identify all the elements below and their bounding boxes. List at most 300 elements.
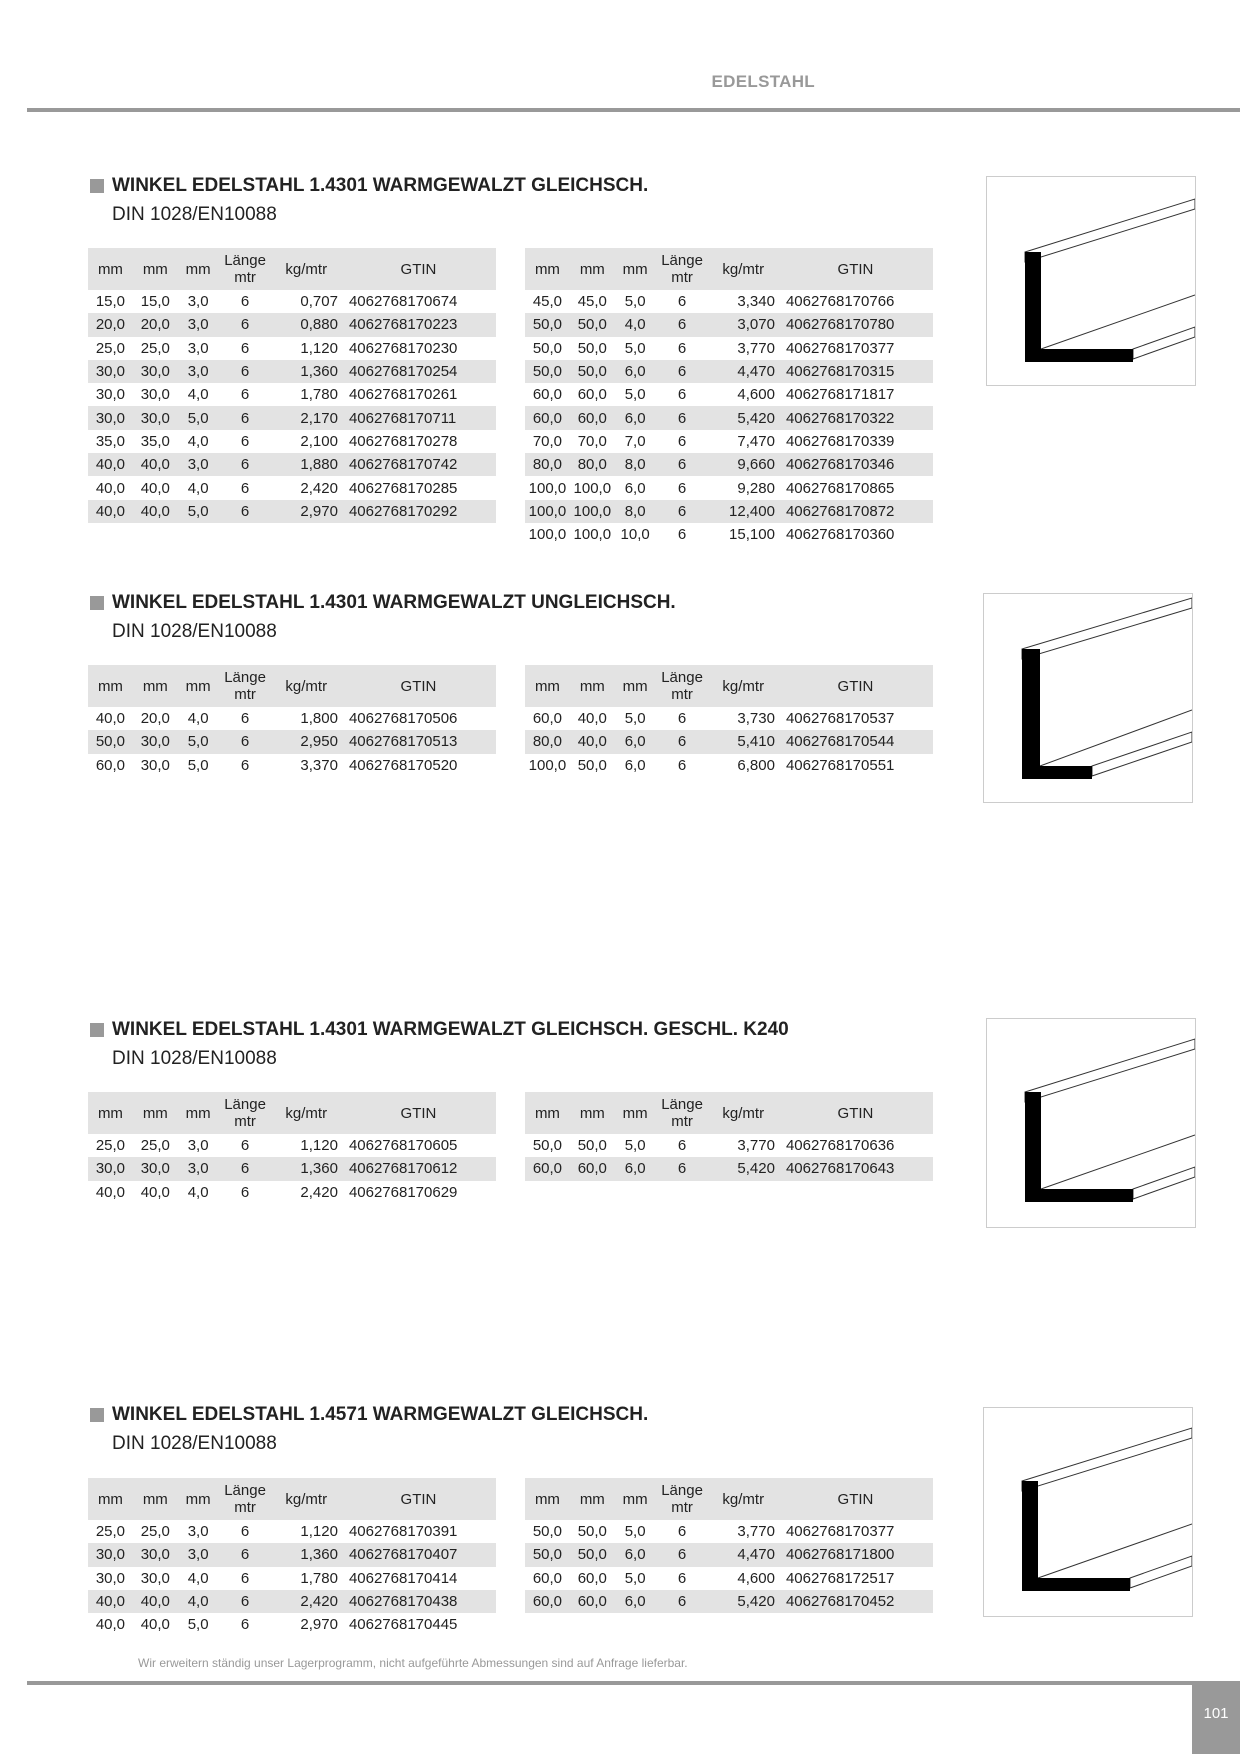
table-cell: 4062768170742 (341, 453, 496, 476)
table-row (88, 754, 496, 777)
table-cell: 4062768170285 (348, 479, 458, 497)
table-cell: 4,0 (187, 710, 209, 728)
table-row (88, 1157, 496, 1180)
table-row (88, 1567, 496, 1590)
table-row (88, 730, 496, 753)
table-cell: 60,0 (532, 386, 563, 404)
table-cell: 6 (656, 360, 709, 383)
table-cell: 6 (219, 406, 272, 429)
table-cell: 4062768170230 (348, 339, 458, 357)
table-cell: 4062768170360 (785, 526, 895, 544)
table-cell: 6 (677, 526, 687, 544)
section-title: WINKEL EDELSTAHL 1.4301 WARMGEWALZT GLEICHSCH. (112, 175, 649, 196)
table-cell: 4,600 (737, 386, 775, 404)
table-cell: 4062768170261 (348, 386, 458, 404)
column-header: mm (615, 665, 656, 707)
product-table-left (88, 1478, 496, 1636)
table-cell: 30,0 (133, 1543, 178, 1566)
table-cell: 60,0 (570, 406, 615, 429)
table-cell: 6 (677, 1137, 687, 1155)
column-header: kg/mtr (709, 248, 778, 290)
table-row (525, 707, 933, 730)
table-cell: 6 (240, 432, 250, 450)
column-header: kg/mtr (709, 1092, 778, 1134)
table-header-row (525, 665, 933, 707)
table-cell: 3,0 (178, 1543, 219, 1566)
table-cell: 4062768170339 (785, 432, 895, 450)
table-cell: 3,370 (300, 756, 338, 774)
table-row (88, 1520, 496, 1543)
column-header: Länge mtr (656, 1092, 709, 1134)
table-cell: 70,0 (577, 432, 607, 450)
table-cell: 40,0 (88, 1590, 133, 1613)
table-cell: 6 (240, 1183, 250, 1201)
column-header: mm (133, 1478, 178, 1520)
table-cell: 4062768170452 (778, 1590, 933, 1613)
column-header: Länge mtr (219, 248, 272, 290)
column-header: kg/mtr (709, 1478, 778, 1520)
table-cell: 5,420 (709, 1157, 778, 1180)
table-row (88, 1181, 496, 1204)
table-row (525, 453, 933, 476)
column-header: mm (615, 248, 656, 290)
table-cell: 3,0 (178, 453, 219, 476)
table-cell: 100,0 (525, 500, 570, 523)
table-cell: 4062768170605 (348, 1137, 458, 1155)
table-row (525, 523, 933, 546)
column-header: Länge mtr (656, 248, 709, 290)
table-cell: 6,800 (737, 756, 775, 774)
table-cell: 5,410 (709, 730, 778, 753)
footer-rule (27, 1681, 1240, 1685)
table-cell: 5,420 (709, 1590, 778, 1613)
table-cell: 40,0 (577, 710, 607, 728)
table-cell: 4062768170636 (785, 1137, 895, 1155)
column-header: mm (133, 665, 178, 707)
table-cell: 5,0 (624, 1523, 646, 1541)
table-cell: 3,770 (737, 1523, 775, 1541)
table-cell: 6 (677, 339, 687, 357)
table-cell: 12,400 (709, 500, 778, 523)
table-cell: 60,0 (570, 1157, 615, 1180)
column-header: mm (178, 1092, 219, 1134)
table-row (525, 1520, 933, 1543)
table-cell: 3,0 (187, 1137, 209, 1155)
table-cell: 50,0 (532, 1137, 563, 1155)
table-row (525, 730, 933, 753)
table-cell: 6 (677, 756, 687, 774)
table-cell: 70,0 (532, 432, 563, 450)
table-cell: 9,280 (737, 479, 775, 497)
column-header: mm (133, 248, 178, 290)
table-cell: 4062768170377 (785, 1523, 895, 1541)
table-cell: 4,0 (178, 1590, 219, 1613)
table-cell: 1,120 (300, 339, 338, 357)
table-cell: 6 (677, 710, 687, 728)
table-cell: 40,0 (88, 500, 133, 523)
table-cell: 3,0 (187, 1523, 209, 1541)
table-cell: 50,0 (532, 339, 563, 357)
table-row (88, 337, 496, 360)
table-cell: 4062768170544 (778, 730, 933, 753)
table-cell: 100,0 (528, 526, 567, 544)
table-cell: 6 (677, 1523, 687, 1541)
table-cell: 6 (219, 500, 272, 523)
table-cell: 4,0 (615, 313, 656, 336)
table-cell: 6,0 (624, 756, 646, 774)
table-row (525, 1590, 933, 1613)
table-cell: 6 (240, 293, 250, 311)
table-cell: 4,0 (187, 386, 209, 404)
table-cell: 80,0 (570, 453, 615, 476)
table-cell: 5,0 (624, 293, 646, 311)
table-cell: 4062768170537 (785, 710, 895, 728)
table-row (88, 313, 496, 336)
table-cell: 6 (240, 1137, 250, 1155)
table-cell: 5,0 (178, 500, 219, 523)
table-cell: 7,0 (624, 432, 646, 450)
column-header: mm (178, 665, 219, 707)
table-cell: 6,0 (615, 406, 656, 429)
table-row (88, 406, 496, 429)
table-row (525, 313, 933, 336)
table-cell: 6,0 (615, 1157, 656, 1180)
equal-angle-profile-icon (983, 1407, 1193, 1617)
table-cell: 7,470 (737, 432, 775, 450)
table-cell: 6 (240, 386, 250, 404)
table-row (525, 1157, 933, 1180)
column-header: mm (570, 1478, 615, 1520)
table-cell: 40,0 (133, 500, 178, 523)
table-cell: 35,0 (140, 432, 170, 450)
column-header: mm (88, 665, 133, 707)
table-row (525, 430, 933, 453)
table-cell: 25,0 (140, 339, 170, 357)
table-cell: 15,0 (95, 293, 126, 311)
table-cell: 40,0 (140, 1183, 170, 1201)
column-header: mm (615, 1478, 656, 1520)
table-cell: 5,0 (624, 339, 646, 357)
table-cell: 40,0 (88, 453, 133, 476)
table-cell: 80,0 (525, 730, 570, 753)
table-cell: 4062768170612 (341, 1157, 496, 1180)
table-cell: 5,0 (187, 1616, 209, 1634)
column-header: GTIN (341, 248, 496, 290)
table-row (525, 290, 933, 313)
table-cell: 2,950 (272, 730, 341, 753)
table-cell: 4,600 (737, 1569, 775, 1587)
table-cell: 9,660 (709, 453, 778, 476)
table-cell: 30,0 (140, 386, 170, 404)
table-cell: 2,970 (300, 1616, 338, 1634)
table-cell: 4062768170223 (341, 313, 496, 336)
table-cell: 40,0 (95, 479, 126, 497)
section-bullet (90, 1023, 104, 1037)
table-header-row (88, 248, 496, 290)
table-cell: 4062768172517 (785, 1569, 895, 1587)
product-table-left (88, 1092, 496, 1204)
table-cell: 30,0 (88, 1157, 133, 1180)
table-cell: 1,360 (272, 1157, 341, 1180)
table-row (88, 383, 496, 406)
table-cell: 6,0 (615, 1543, 656, 1566)
table-cell: 4062768170643 (778, 1157, 933, 1180)
table-cell: 4062768170377 (785, 339, 895, 357)
table-cell: 60,0 (525, 1590, 570, 1613)
table-cell: 20,0 (88, 313, 133, 336)
table-cell: 3,0 (178, 313, 219, 336)
product-table-left (88, 665, 496, 777)
column-header: GTIN (778, 1092, 933, 1134)
table-cell: 1,880 (272, 453, 341, 476)
column-header: mm (178, 248, 219, 290)
table-cell: 5,0 (178, 406, 219, 429)
table-cell: 6 (656, 1157, 709, 1180)
column-header: GTIN (341, 1092, 496, 1134)
table-row (88, 290, 496, 313)
table-row (525, 406, 933, 429)
table-header-row (525, 1092, 933, 1134)
column-header: mm (88, 1478, 133, 1520)
column-header: mm (570, 665, 615, 707)
table-cell: 5,0 (178, 730, 219, 753)
table-cell: 4062768170391 (348, 1523, 458, 1541)
table-row (88, 1543, 496, 1566)
table-row (525, 1134, 933, 1157)
table-cell: 1,360 (272, 360, 341, 383)
column-header: GTIN (778, 248, 933, 290)
table-cell: 40,0 (95, 1616, 126, 1634)
table-cell: 6 (656, 1543, 709, 1566)
column-header: GTIN (341, 1478, 496, 1520)
table-cell: 4062768170551 (785, 756, 895, 774)
table-cell: 50,0 (577, 1137, 607, 1155)
table-cell: 3,0 (178, 1157, 219, 1180)
table-cell: 6 (219, 360, 272, 383)
table-cell: 4062768170629 (348, 1183, 458, 1201)
table-cell: 60,0 (95, 756, 126, 774)
table-header-row (525, 248, 933, 290)
column-header: Länge mtr (656, 665, 709, 707)
table-cell: 25,0 (95, 1137, 126, 1155)
product-table-right (525, 248, 933, 546)
table-cell: 6 (677, 432, 687, 450)
table-cell: 30,0 (88, 360, 133, 383)
column-header: mm (615, 1092, 656, 1134)
table-row (525, 360, 933, 383)
table-cell: 3,0 (178, 360, 219, 383)
unequal-angle-profile-icon (983, 593, 1193, 803)
table-cell: 4062768171800 (778, 1543, 933, 1566)
table-cell: 40,0 (140, 479, 170, 497)
table-cell: 1,780 (300, 386, 338, 404)
table-row (88, 1134, 496, 1157)
table-cell: 4062768170872 (778, 500, 933, 523)
table-cell: 20,0 (133, 313, 178, 336)
availability-note: Wir erweitern ständig unser Lagerprogramm, nicht aufgeführte Abmessungen sind auf Anfrage lieferbar. (138, 1656, 688, 1670)
table-cell: 100,0 (528, 479, 567, 497)
equal-angle-profile-icon (987, 1019, 1195, 1227)
table-cell: 1,800 (300, 710, 338, 728)
table-cell: 30,0 (95, 386, 126, 404)
table-cell: 6 (656, 1590, 709, 1613)
table-row (525, 1543, 933, 1566)
table-cell: 50,0 (525, 1543, 570, 1566)
table-cell: 6 (240, 1569, 250, 1587)
table-cell: 4062768170278 (348, 432, 458, 450)
table-cell: 60,0 (577, 1569, 607, 1587)
table-row (88, 1590, 496, 1613)
table-cell: 3,770 (737, 339, 775, 357)
table-cell: 4,0 (187, 432, 209, 450)
table-cell: 4,0 (187, 479, 209, 497)
product-table-right (525, 1092, 933, 1181)
product-table-right (525, 665, 933, 777)
table-cell: 6 (677, 1569, 687, 1587)
table-cell: 4,0 (187, 1569, 209, 1587)
table-cell: 4062768170766 (785, 293, 895, 311)
table-cell: 60,0 (525, 406, 570, 429)
page-header-title: EDELSTAHL (711, 72, 815, 91)
table-row (88, 430, 496, 453)
section-title: WINKEL EDELSTAHL 1.4301 WARMGEWALZT GLEICHSCH. GESCHL. K240 (112, 1019, 789, 1040)
table-cell: 10,0 (620, 526, 650, 544)
table-cell: 100,0 (570, 500, 615, 523)
table-cell: 6 (677, 293, 687, 311)
column-header: GTIN (778, 1478, 933, 1520)
table-cell: 60,0 (532, 710, 563, 728)
column-header: mm (570, 248, 615, 290)
table-cell: 50,0 (525, 313, 570, 336)
table-cell: 6,0 (615, 360, 656, 383)
column-header: GTIN (341, 665, 496, 707)
table-cell: 3,0 (187, 339, 209, 357)
table-cell: 60,0 (532, 1569, 563, 1587)
column-header: kg/mtr (709, 665, 778, 707)
column-header: mm (133, 1092, 178, 1134)
table-cell: 6 (656, 453, 709, 476)
table-cell: 6 (240, 756, 250, 774)
column-header: GTIN (778, 665, 933, 707)
column-header: mm (525, 665, 570, 707)
table-cell: 4062768170520 (348, 756, 458, 774)
table-cell: 80,0 (525, 453, 570, 476)
unequal-angle-profile-icon (984, 594, 1192, 802)
table-cell: 6 (677, 479, 687, 497)
table-cell: 2,420 (300, 1183, 338, 1201)
table-cell: 50,0 (577, 339, 607, 357)
table-cell: 50,0 (570, 313, 615, 336)
table-cell: 40,0 (140, 1616, 170, 1634)
table-cell: 50,0 (525, 360, 570, 383)
table-cell: 3,340 (737, 293, 775, 311)
equal-angle-profile-icon (986, 176, 1196, 386)
column-header: Länge mtr (656, 1478, 709, 1520)
table-cell: 6 (219, 730, 272, 753)
table-cell: 15,100 (729, 526, 775, 544)
column-header: kg/mtr (272, 1092, 341, 1134)
column-header: mm (88, 248, 133, 290)
table-cell: 4062768170407 (341, 1543, 496, 1566)
column-header: mm (570, 1092, 615, 1134)
section-subtitle: DIN 1028/EN10088 (112, 1433, 277, 1454)
table-cell: 4062768170711 (341, 406, 496, 429)
column-header: Länge mtr (219, 1092, 272, 1134)
table-cell: 50,0 (88, 730, 133, 753)
table-cell: 5,0 (624, 710, 646, 728)
product-table-right (525, 1478, 933, 1613)
section-bullet (90, 596, 104, 610)
table-cell: 30,0 (133, 730, 178, 753)
table-cell: 4062768170674 (348, 293, 458, 311)
header-rule (27, 108, 1240, 112)
table-cell: 60,0 (525, 1157, 570, 1180)
column-header: kg/mtr (272, 665, 341, 707)
column-header: mm (525, 1478, 570, 1520)
table-cell: 8,0 (615, 500, 656, 523)
table-cell: 30,0 (95, 1569, 126, 1587)
table-cell: 6 (240, 479, 250, 497)
table-cell: 4062768170865 (785, 479, 895, 497)
table-cell: 2,100 (300, 432, 338, 450)
table-cell: 1,120 (300, 1137, 338, 1155)
table-cell: 4062768170346 (778, 453, 933, 476)
table-cell: 6 (219, 1543, 272, 1566)
table-cell: 50,0 (570, 360, 615, 383)
section-subtitle: DIN 1028/EN10088 (112, 1048, 277, 1069)
table-cell: 100,0 (573, 526, 612, 544)
column-header: mm (178, 1478, 219, 1520)
table-cell: 6,0 (624, 479, 646, 497)
table-cell: 60,0 (570, 1590, 615, 1613)
table-cell: 3,070 (709, 313, 778, 336)
table-cell: 50,0 (570, 1543, 615, 1566)
table-row (525, 500, 933, 523)
table-row (525, 1567, 933, 1590)
table-cell: 4062768170513 (341, 730, 496, 753)
table-cell: 40,0 (133, 1590, 178, 1613)
table-cell: 60,0 (577, 386, 607, 404)
product-table-left (88, 248, 496, 523)
table-cell: 30,0 (133, 406, 178, 429)
section-bullet (90, 179, 104, 193)
table-cell: 3,0 (187, 293, 209, 311)
table-cell: 2,970 (272, 500, 341, 523)
table-row (525, 383, 933, 406)
table-cell: 3,770 (737, 1137, 775, 1155)
table-cell: 4062768170438 (341, 1590, 496, 1613)
column-header: kg/mtr (272, 248, 341, 290)
table-row (88, 1613, 496, 1636)
table-row (525, 476, 933, 499)
table-cell: 4062768170780 (778, 313, 933, 336)
section-bullet (90, 1408, 104, 1422)
table-cell: 6 (656, 406, 709, 429)
table-cell: 40,0 (570, 730, 615, 753)
table-cell: 4062768170292 (341, 500, 496, 523)
table-cell: 6 (677, 386, 687, 404)
table-row (525, 337, 933, 360)
equal-angle-profile-icon (986, 1018, 1196, 1228)
table-cell: 4,470 (709, 1543, 778, 1566)
table-cell: 25,0 (95, 1523, 126, 1541)
table-cell: 3,730 (737, 710, 775, 728)
table-header-row (88, 1478, 496, 1520)
table-cell: 0,880 (272, 313, 341, 336)
table-cell: 25,0 (140, 1523, 170, 1541)
table-row (88, 360, 496, 383)
table-cell: 100,0 (528, 756, 567, 774)
